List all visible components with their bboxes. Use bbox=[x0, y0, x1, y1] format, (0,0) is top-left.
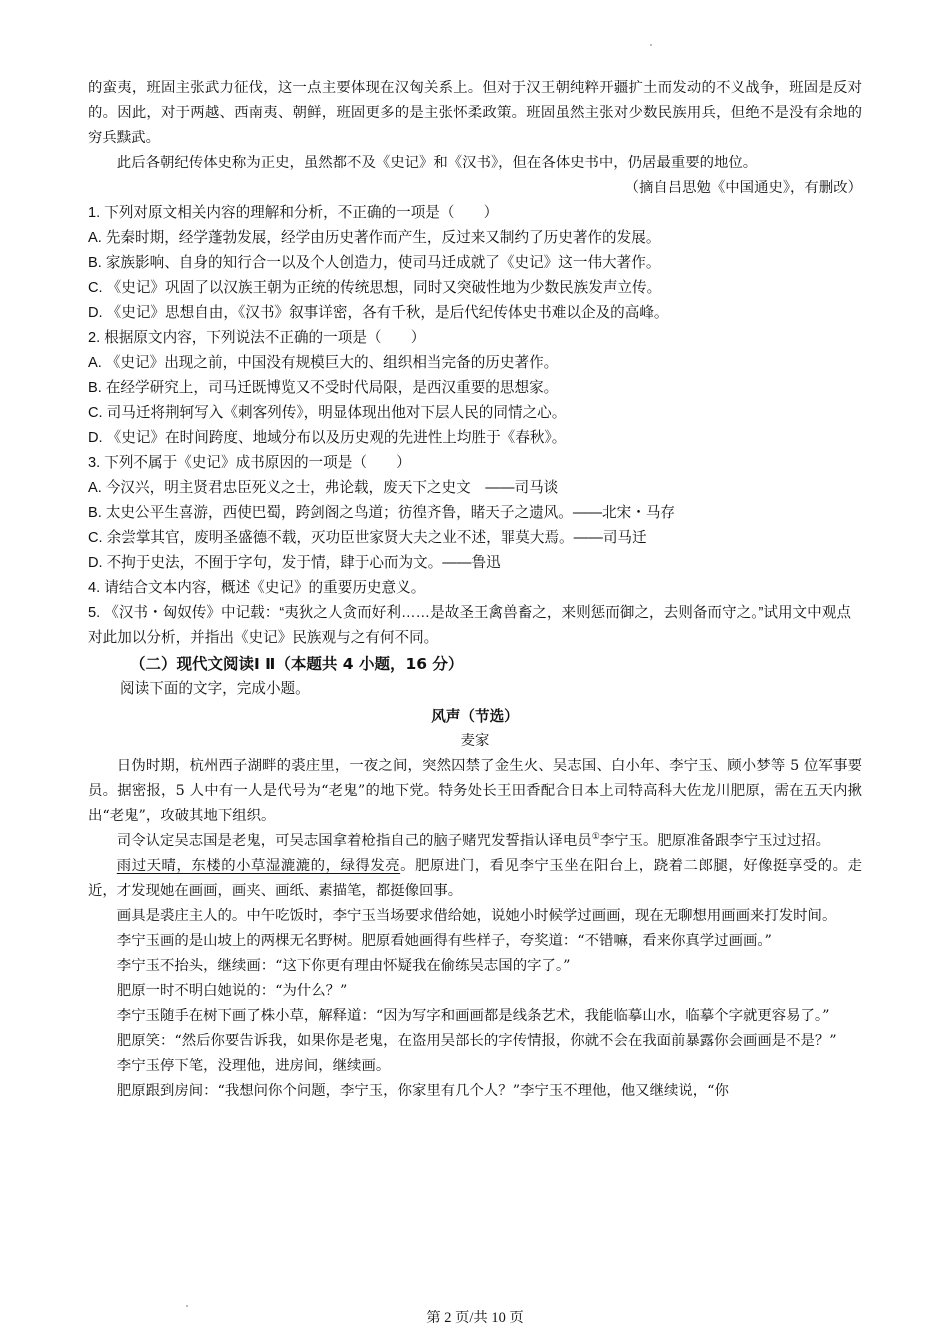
question-2-stem: 2. 根据原文内容，下列说法不正确的一项是（ ） bbox=[88, 330, 426, 346]
question-2-option-b: B. 在经学研究上，司马迁既博览又不受时代局限，是西汉重要的思想家。 bbox=[88, 380, 559, 396]
question-2-option-a: A. 《史记》出现之前，中国没有规模巨大的、组织相当完备的历史著作。 bbox=[88, 355, 559, 371]
question-1-option-d: D. 《史记》思想自由，《汉书》叙事详密，各有千秋，是后代纪传体史书难以企及的高峰。 bbox=[88, 305, 669, 321]
question-1-stem: 1. 下列对原文相关内容的理解和分析，不正确的一项是（ ） bbox=[88, 205, 499, 221]
section-heading: （二）现代文阅读Ⅰ Ⅱ（本题共 4 小题，16 分） bbox=[130, 655, 464, 673]
section-instruction: 阅读下面的文字，完成小题。 bbox=[120, 681, 310, 697]
story-author: 麦家 bbox=[460, 733, 490, 749]
story-para-9: 肥原笑：“然后你要告诉我，如果你是老鬼，在盗用吴部长的字传情报，你就不会在我面前暴露你会画画是不是？” bbox=[116, 1033, 837, 1049]
question-1-option-b: B. 家族影响、自身的知行合一以及个人创造力，使司马迁成就了《史记》这一伟大著作。 bbox=[88, 255, 661, 271]
scan-speck bbox=[186, 1305, 188, 1307]
question-4-stem: 4. 请结合文本内容，概述《史记》的重要历史意义。 bbox=[88, 580, 426, 596]
question-2-option-c: C. 司马迁将荆轲写入《刺客列传》，明显体现出他对下层人民的同情之心。 bbox=[88, 405, 567, 421]
story-para-6: 李宁玉不抬头，继续画：“这下你更有理由怀疑我在偷练吴志国的字了。” bbox=[116, 958, 571, 974]
question-1-option-c: C. 《史记》巩固了以汉族王朝为正统的传统思想，同时又突破性地为少数民族发声立传。 bbox=[88, 280, 662, 296]
passage1-para-1: 的蛮夷，班固主张武力征伐，这一点主要体现在汉匈关系上。但对于汉王朝纯粹开疆扩土而发动的不义战争，班固是反对的。因此，对于两越、西南夷、朝鲜，班固更多的是主张怀柔政策。班固虽然主张对少数民族用兵，但绝不是没有余地的穷兵黩武。 bbox=[88, 80, 862, 146]
question-3-option-c: C. 余尝掌其官，废明圣盛德不载，灭功臣世家贤大夫之业不述，罪莫大焉。——司马迁 bbox=[88, 530, 647, 546]
page-content bbox=[88, 76, 862, 1104]
underlined-sentence: 雨过天晴，东楼的小草湿漉漉的，绿得发亮 bbox=[116, 858, 401, 874]
question-1-option-a: A. 先秦时期，经学蓬勃发展，经学由历史著作而产生，反过来又制约了历史著作的发展。 bbox=[88, 230, 661, 246]
story-para-5: 李宁玉画的是山坡上的两棵无名野树。肥原看她画得有些样子，夸奖道：“不错嘛，看来你真学过画画。” bbox=[116, 933, 772, 949]
story-para-4: 画具是裘庄主人的。中午吃饭时，李宁玉当场要求借给她，说她小时候学过画画，现在无聊想用画画来打发时间。 bbox=[116, 908, 837, 924]
question-2-option-d: D. 《史记》在时间跨度、地域分布以及历史观的先进性上均胜于《春秋》。 bbox=[88, 430, 567, 446]
story-para-7: 肥原一时不明白她说的：“为什么？” bbox=[116, 983, 348, 999]
question-5-stem: 5. 《汉书・匈奴传》中记载：“夷狄之人贪而好利……是故圣王禽兽畜之，来则惩而御之，去则备而守之。”试用文中观点对此加以分析，并指出《史记》民族观与之有何不同。 bbox=[88, 605, 851, 646]
footnote-marker: ① bbox=[591, 832, 600, 843]
passage1-source: （摘自吕思勉《中国通史》，有删改） bbox=[624, 180, 862, 196]
passage1-para-2: 此后各朝纪传体史称为正史，虽然都不及《史记》和《汉书》，但在各体史书中，仍居最重要的地位。 bbox=[116, 155, 758, 171]
scan-speck bbox=[650, 44, 652, 46]
story-para-10: 李宁玉停下笔，没理他，进房间，继续画。 bbox=[116, 1058, 391, 1074]
story-para-8: 李宁玉随手在树下画了株小草，解释道：“因为写字和画画都是线条艺术，我能临摹山水，临摹个字就更容易了。” bbox=[116, 1008, 830, 1024]
question-3-stem: 3. 下列不属于《史记》成书原因的一项是（ ） bbox=[88, 455, 411, 471]
story-para-2: 司令认定吴志国是老鬼，可吴志国拿着枪指自己的脑子赌咒发誓指认译电员①李宁玉。肥原准备跟李宁玉过过招。 bbox=[116, 832, 831, 849]
page-footer: 第 2 页/共 10 页 bbox=[426, 1310, 524, 1326]
story-para-1: 日伪时期，杭州西子湖畔的裘庄里，一夜之间，突然囚禁了金生火、吴志国、白小年、李宁玉、顾小梦等 5 位军事要员。据密报，5 人中有一人是代号为“老鬼”的地下党。特务处长王田香配合日本上司特高科大佐龙川肥原，需在五天内揪出“老鬼”，攻破其地下组织。 bbox=[88, 758, 862, 824]
question-3-option-b: B. 太史公平生喜游，西使巴蜀，跨剑阁之鸟道；彷徨齐鲁，睹天子之遗风。——北宋・马存 bbox=[88, 505, 676, 521]
story-para-3: 雨过天晴，东楼的小草湿漉漉的，绿得发亮。肥原进门，看见李宁玉坐在阳台上，跷着二郎腿，好像挺享受的。走近，才发现她在画画，画夹、画纸、素描笔，都挺像回事。 bbox=[88, 858, 862, 899]
question-3-option-d: D. 不拘于史法，不囿于字句，发于情，肆于心而为文。——鲁迅 bbox=[88, 555, 501, 571]
story-para-11: 肥原跟到房间：“我想问你个问题，李宁玉，你家里有几个人？”李宁玉不理他，他又继续说，“你 bbox=[116, 1083, 729, 1099]
story-title: 风声（节选） bbox=[431, 708, 519, 725]
question-3-option-a: A. 今汉兴，明主贤君忠臣死义之士，弗论载，废天下之史文 ——司马谈 bbox=[88, 480, 559, 496]
